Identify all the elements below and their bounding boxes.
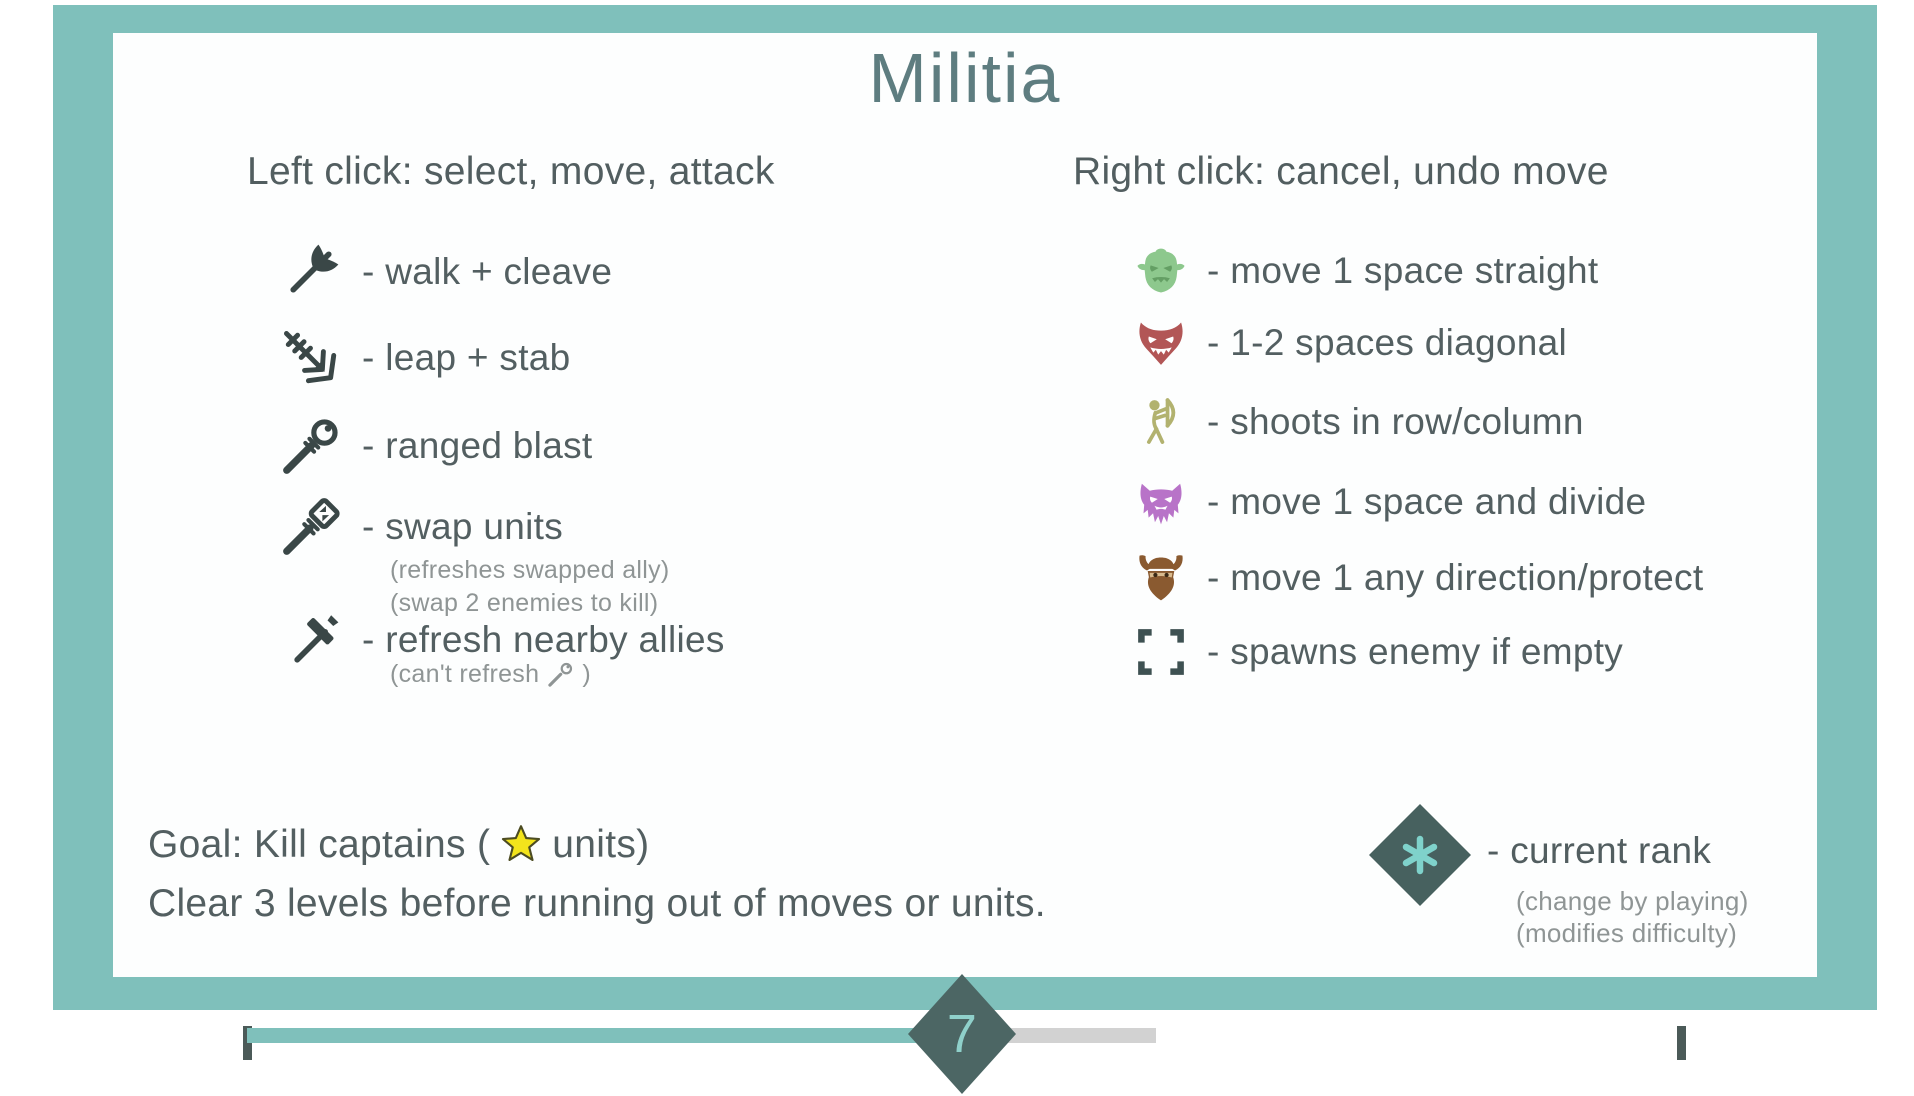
leap-arrow-icon [280,327,342,389]
list-item [280,491,563,563]
item-label: - move 1 space straight [1207,250,1599,291]
rank-label: - current rank [1487,830,1712,871]
list-item [280,322,571,394]
axe-icon [280,241,342,303]
item-label: - ranged blast [362,425,593,466]
captain-star-icon [498,822,544,868]
item-note: (refreshes swapped ally) [390,556,670,584]
left-click-header: Left click: select, move, attack [247,150,775,193]
goblin-icon [1133,243,1189,299]
rank-note: (modifies difficulty) [1516,918,1738,948]
rank-diamond-asterisk-icon [1366,801,1474,909]
list-item [1133,239,1598,303]
item-label: - leap + stab [362,337,571,378]
spawn-marker-icon [1133,624,1189,680]
list-item [280,236,612,308]
imp-icon [1133,315,1189,371]
goal-line-1: Goal: Kill captains ( units) [148,823,650,866]
blast-wand-icon [547,661,574,688]
slider-end-right[interactable] [1677,1026,1686,1060]
right-click-header: Right click: cancel, undo move [1073,150,1609,193]
page-title: Militia [868,39,1062,117]
slider-track-filled[interactable] [247,1028,962,1043]
rank-note: (change by playing) [1516,886,1749,916]
item-note: (swap 2 enemies to kill) [390,589,659,617]
slider-handle[interactable] [906,972,1018,1096]
refresh-hammer-icon [280,609,342,671]
swap-scepter-icon [280,496,342,558]
list-item [1133,390,1584,454]
list-item [1133,311,1567,375]
list-item [1133,620,1623,684]
item-label: - move 1 space and divide [1207,481,1647,522]
goal-line-2: Clear 3 levels before running out of moves or units. [148,882,1046,925]
item-label: - 1-2 spaces diagonal [1207,322,1568,363]
item-label: - swap units [362,506,564,547]
item-label: - shoots in row/column [1207,401,1584,442]
item-label: - walk + cleave [362,251,613,292]
list-item [1133,470,1646,534]
item-label: - move 1 any direction/protect [1207,557,1704,598]
slider-value: 7 [946,1004,978,1064]
item-label: - refresh nearby allies [362,619,725,660]
item-label: - spawns enemy if empty [1207,631,1624,672]
viking-icon [1133,550,1189,606]
blast-wand-icon [280,415,342,477]
list-item [280,410,592,482]
item-note: (can't refresh ) [390,660,591,688]
list-item [1133,546,1703,610]
archer-icon [1133,394,1189,450]
divider-demon-icon [1133,474,1189,530]
